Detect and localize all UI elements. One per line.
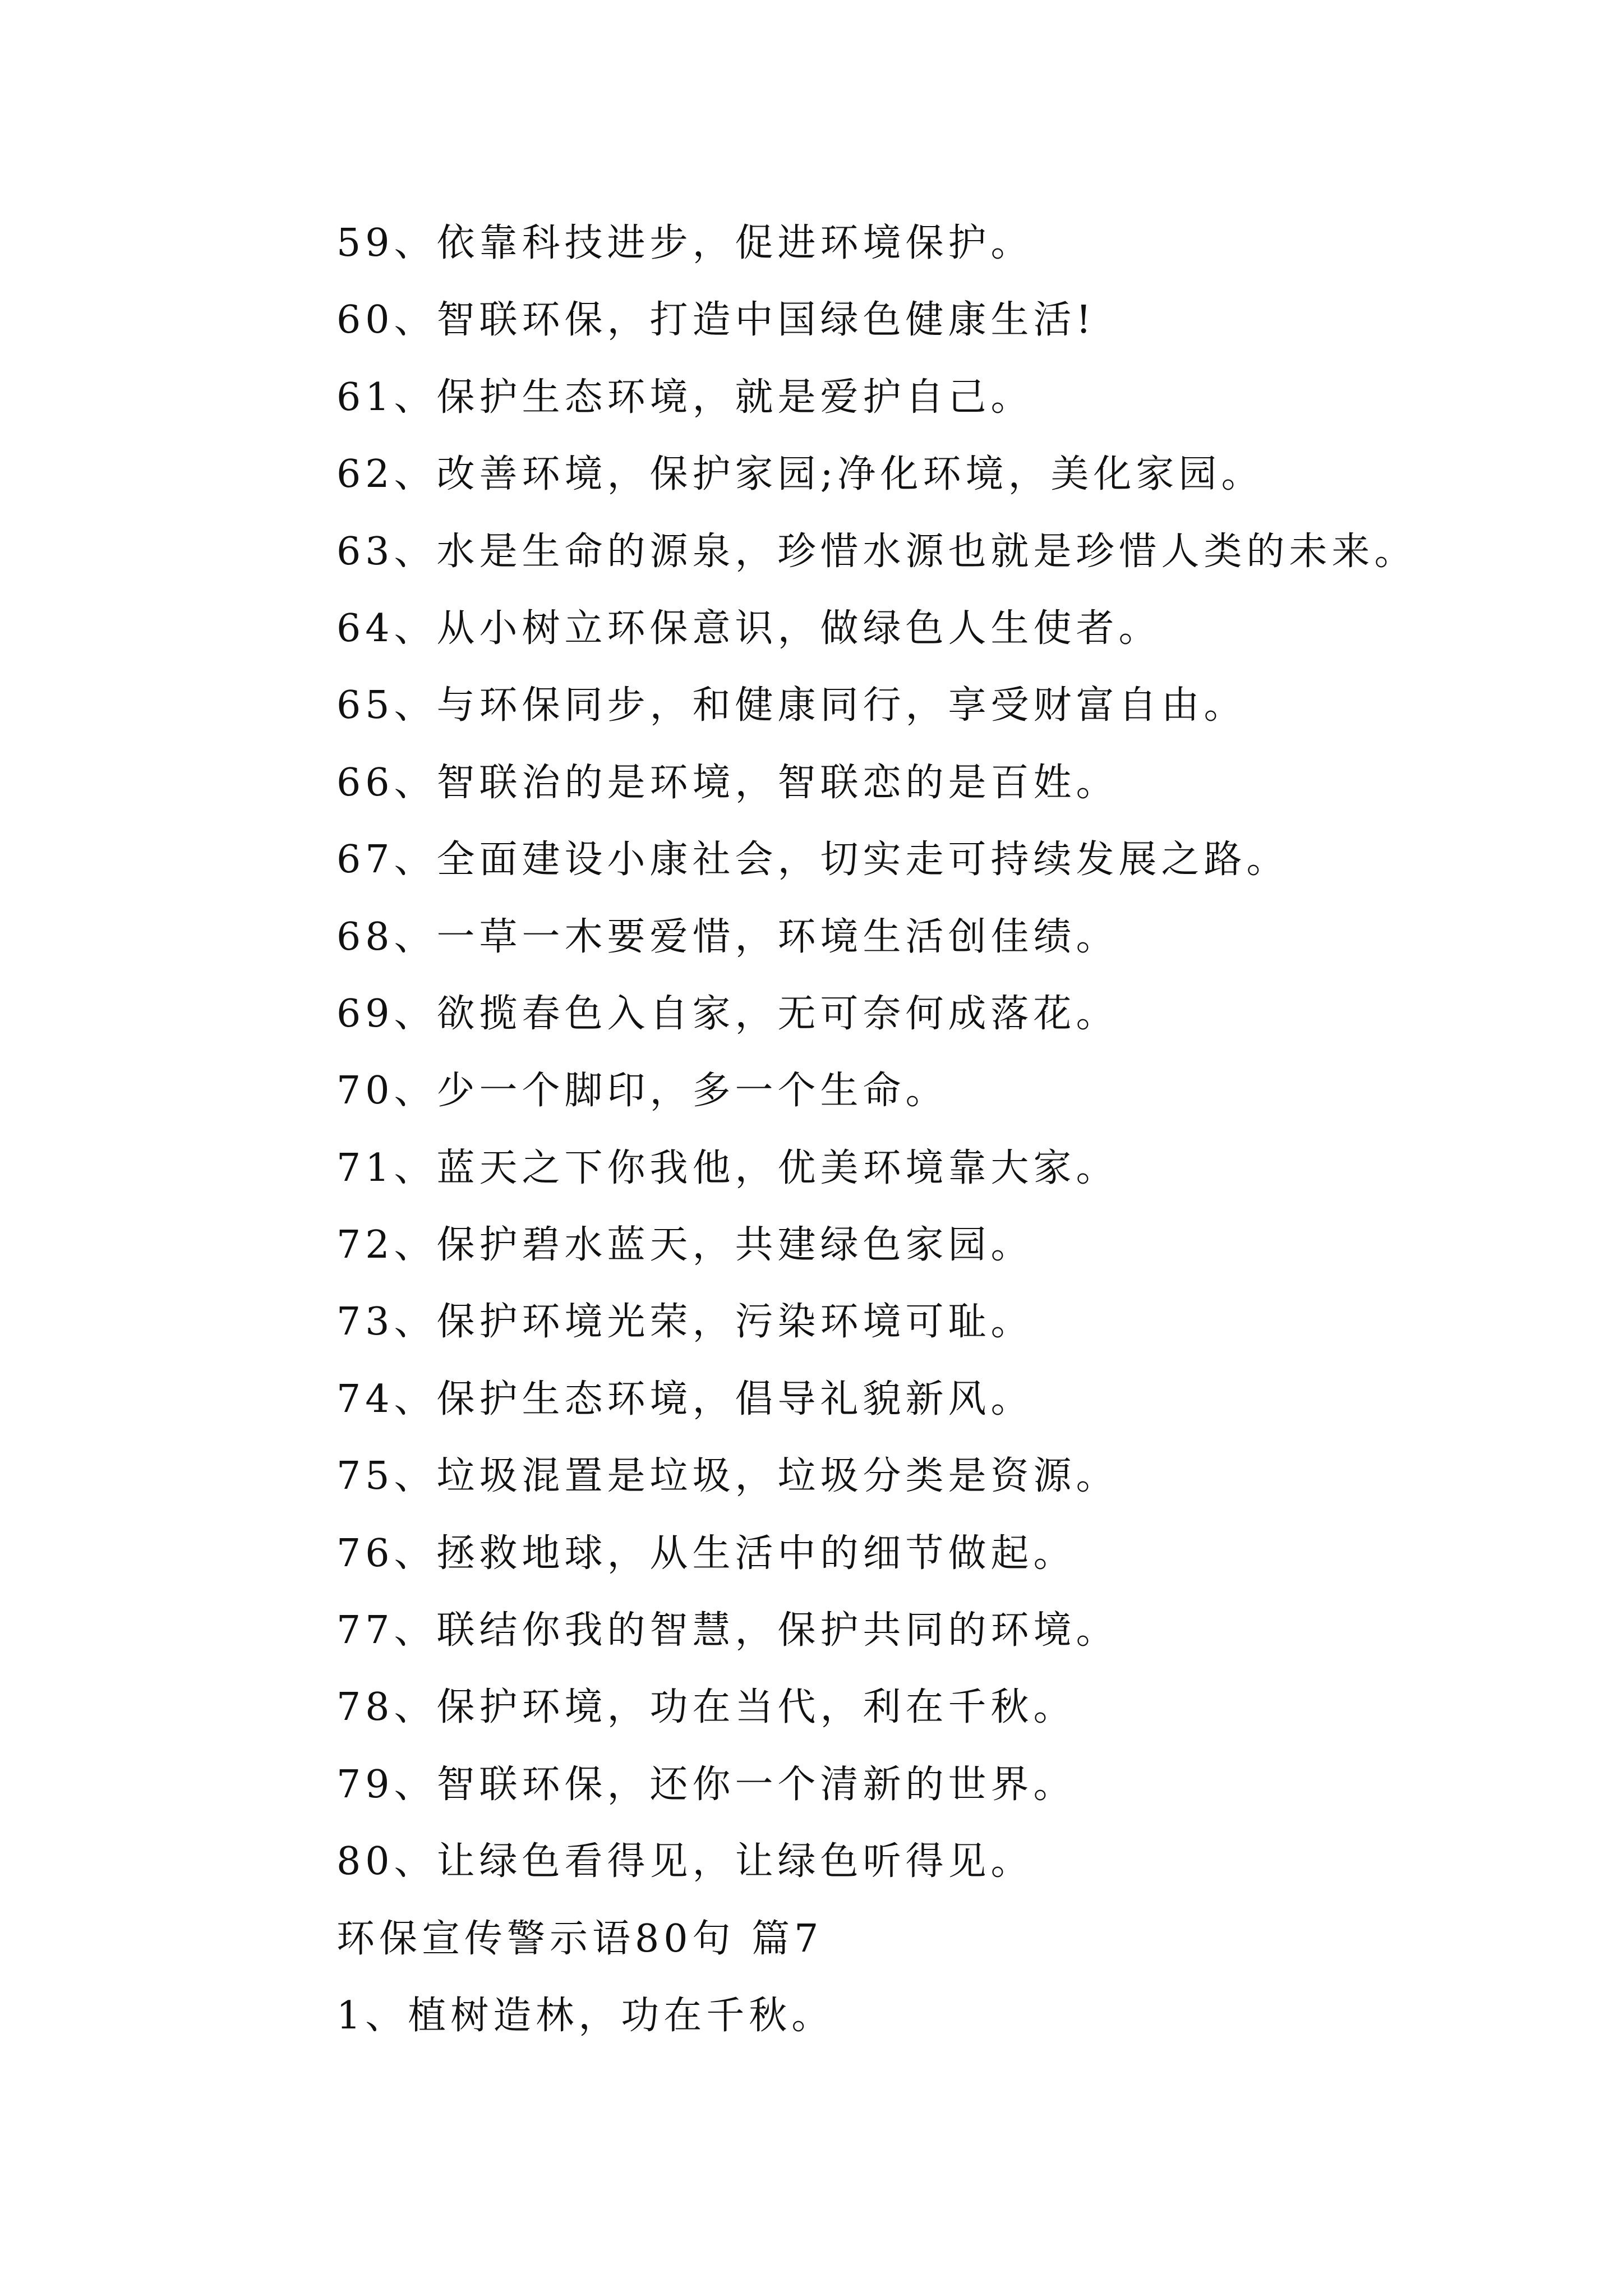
slogan-line: 72、保护碧水蓝天，共建绿色家园。 (336, 1223, 1034, 1268)
slogan-line: 66、智联治的是环境，智联恋的是百姓。 (336, 760, 1119, 805)
slogan-line: 62、改善环境，保护家园;净化环境，美化家园。 (336, 452, 1264, 497)
slogan-line: 67、全面建设小康社会，切实走可持续发展之路。 (336, 838, 1289, 882)
slogan-line: 60、智联环保，打造中国绿色健康生活! (336, 298, 1096, 343)
slogan-line: 65、与环保同步，和健康同行，享受财富自由。 (336, 683, 1247, 728)
slogan-line: 68、一草一木要爱惜，环境生活创佳绩。 (336, 914, 1119, 959)
slogan-line: 1、植树造林，功在千秋。 (336, 1993, 834, 2038)
slogan-line: 63、水是生命的源泉，珍惜水源也就是珍惜人类的未来。 (336, 529, 1417, 574)
slogan-line: 69、欲揽春色入自家，无可奈何成落花。 (336, 991, 1119, 1036)
slogan-line: 73、保护环境光荣，污染环境可耻。 (336, 1300, 1034, 1345)
slogan-line: 64、从小树立环保意识，做绿色人生使者。 (336, 606, 1161, 651)
slogan-line: 59、依靠科技进步，促进环境保护。 (336, 221, 1034, 265)
slogan-line: 76、拯救地球，从生活中的细节做起。 (336, 1531, 1076, 1576)
slogan-line: 75、垃圾混置是垃圾，垃圾分类是资源。 (336, 1454, 1119, 1499)
slogan-line: 61、保护生态环境，就是爱护自己。 (336, 375, 1034, 420)
slogan-line: 79、智联环保，还你一个清新的世界。 (336, 1762, 1076, 1807)
slogan-line: 77、联结你我的智慧，保护共同的环境。 (336, 1608, 1119, 1653)
slogan-line: 80、让绿色看得见，让绿色听得见。 (336, 1839, 1034, 1884)
slogan-line: 78、保护环境，功在当代，利在千秋。 (336, 1685, 1076, 1730)
slogan-line: 70、少一个脚印，多一个生命。 (336, 1069, 948, 1114)
slogan-line: 71、蓝天之下你我他，优美环境靠大家。 (336, 1145, 1119, 1190)
section-heading: 环保宣传警示语80句 篇7 (336, 1916, 823, 1961)
document-body (336, 205, 1514, 2054)
slogan-line: 74、保护生态环境，倡导礼貌新风。 (336, 1377, 1034, 1421)
